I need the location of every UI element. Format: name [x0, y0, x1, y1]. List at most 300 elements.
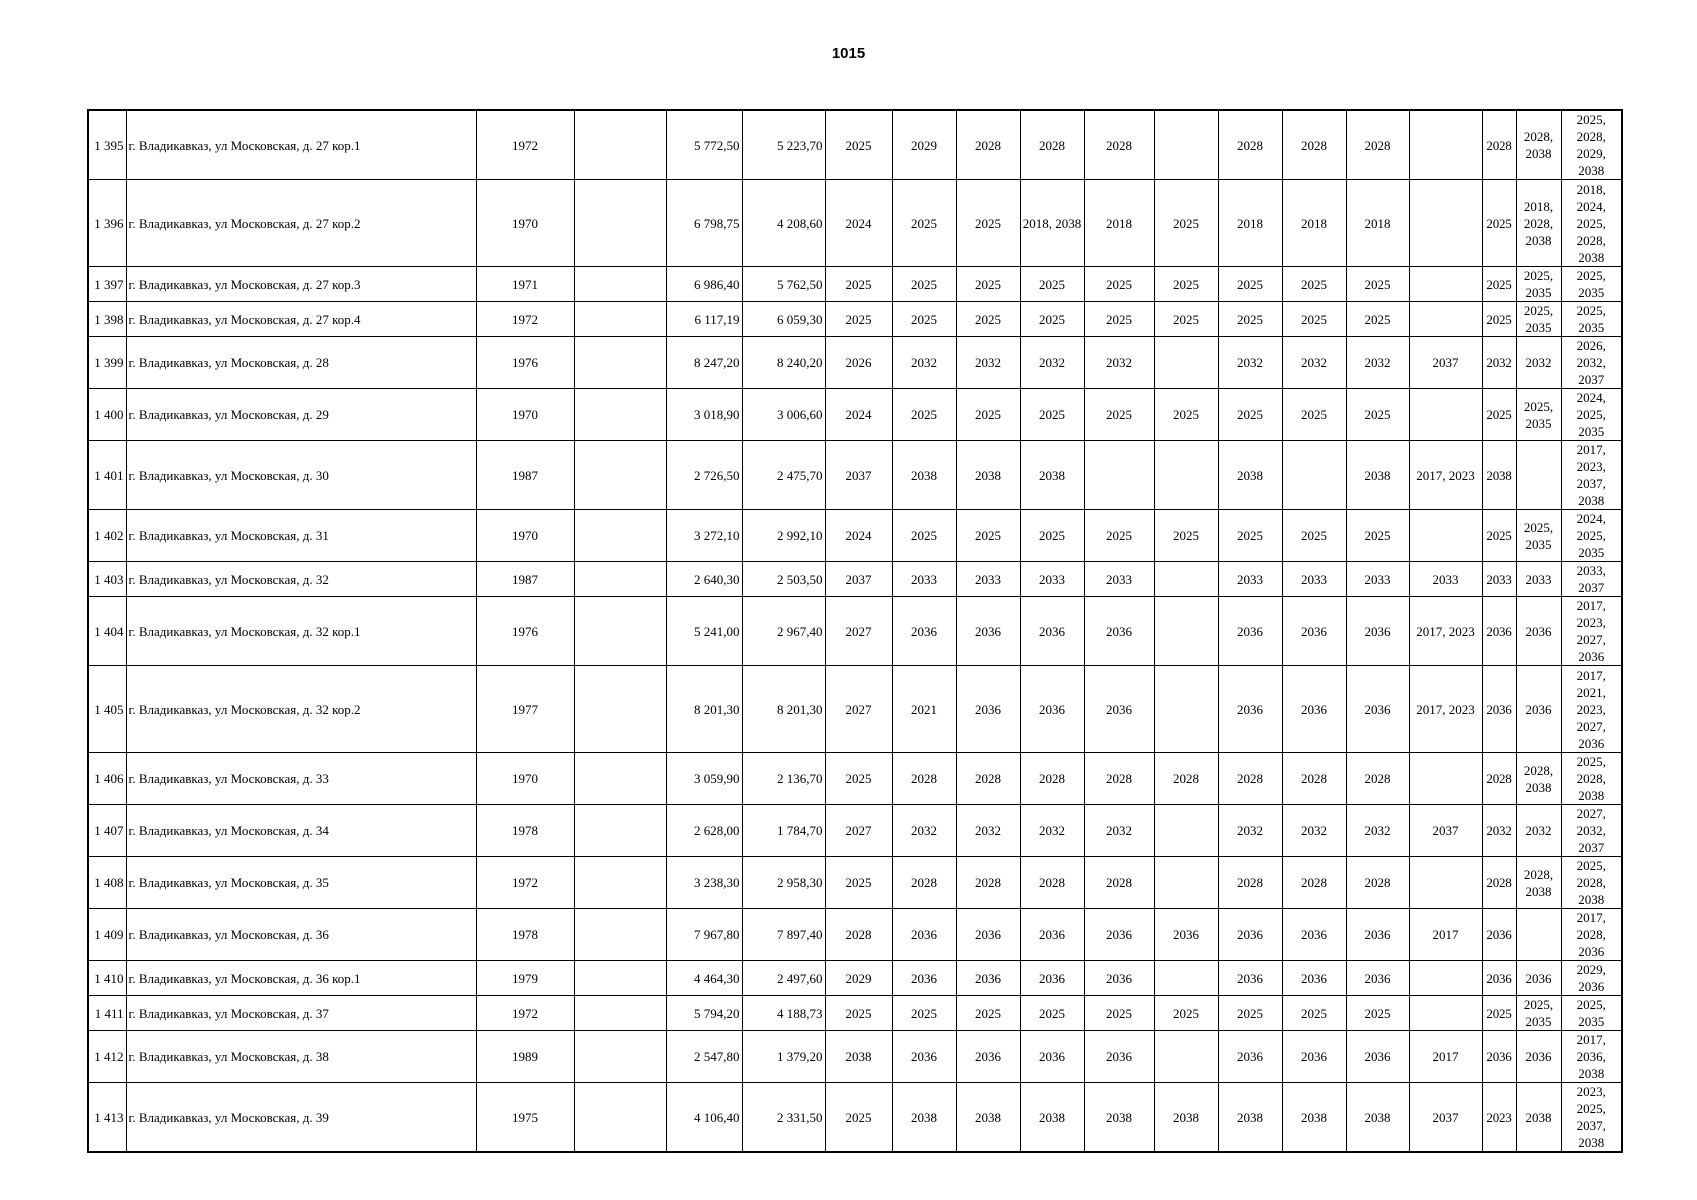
year-col-13: 2017, 2021, 2023, 2027, 2036 — [1561, 666, 1622, 753]
blank-cell — [574, 389, 666, 441]
year-col-7: 2028 — [1218, 857, 1282, 909]
year-col-6 — [1154, 597, 1218, 666]
year-col-2: 2036 — [892, 961, 956, 996]
area-total: 2 640,30 — [666, 562, 742, 597]
build-year: 1970 — [476, 510, 574, 562]
area-living: 4 208,60 — [742, 180, 825, 267]
year-col-5: 2028 — [1084, 857, 1154, 909]
blank-cell — [574, 110, 666, 180]
area-total: 6 798,75 — [666, 180, 742, 267]
blank-cell — [574, 267, 666, 302]
page-number: 1015 — [831, 45, 866, 62]
table-row — [88, 1083, 1622, 1153]
year-col-3: 2028 — [956, 110, 1020, 180]
year-col-13: 2029, 2036 — [1561, 961, 1622, 996]
year-col-8: 2028 — [1282, 110, 1346, 180]
year-col-3: 2032 — [956, 337, 1020, 389]
area-living: 2 967,40 — [742, 597, 825, 666]
address: г. Владикавказ, ул Московская, д. 29 — [126, 389, 476, 441]
year-col-6: 2038 — [1154, 1083, 1218, 1153]
year-col-8: 2036 — [1282, 1031, 1346, 1083]
year-col-4: 2036 — [1020, 961, 1084, 996]
blank-cell — [574, 597, 666, 666]
row-number: 1 404 — [88, 597, 126, 666]
area-living: 1 784,70 — [742, 805, 825, 857]
year-col-11: 2036 — [1482, 597, 1516, 666]
year-col-3: 2032 — [956, 805, 1020, 857]
table-row — [88, 857, 1622, 909]
year-col-9: 2032 — [1346, 337, 1409, 389]
year-col-4: 2038 — [1020, 1083, 1084, 1153]
area-total: 8 201,30 — [666, 666, 742, 753]
address: г. Владикавказ, ул Московская, д. 32 кор.1 — [126, 597, 476, 666]
year-col-6 — [1154, 1031, 1218, 1083]
year-col-8: 2036 — [1282, 597, 1346, 666]
year-col-4: 2028 — [1020, 857, 1084, 909]
year-col-7: 2028 — [1218, 110, 1282, 180]
year-col-3: 2028 — [956, 753, 1020, 805]
area-total: 2 547,80 — [666, 1031, 742, 1083]
row-number: 1 409 — [88, 909, 126, 961]
row-number: 1 412 — [88, 1031, 126, 1083]
area-living: 2 497,60 — [742, 961, 825, 996]
year-col-10 — [1409, 857, 1482, 909]
year-col-10: 2037 — [1409, 337, 1482, 389]
year-col-3: 2036 — [956, 909, 1020, 961]
blank-cell — [574, 666, 666, 753]
address: г. Владикавказ, ул Московская, д. 27 кор.2 — [126, 180, 476, 267]
year-col-11: 2025 — [1482, 510, 1516, 562]
year-col-5: 2036 — [1084, 909, 1154, 961]
year-col-7: 2032 — [1218, 805, 1282, 857]
year-col-4: 2025 — [1020, 389, 1084, 441]
year-col-5: 2032 — [1084, 337, 1154, 389]
year-col-2: 2025 — [892, 302, 956, 337]
area-total: 6 986,40 — [666, 267, 742, 302]
row-number: 1 406 — [88, 753, 126, 805]
year-col-2: 2025 — [892, 267, 956, 302]
year-col-8: 2036 — [1282, 909, 1346, 961]
year-col-1: 2025 — [825, 996, 892, 1031]
year-col-13: 2025, 2035 — [1561, 302, 1622, 337]
build-year: 1989 — [476, 1031, 574, 1083]
table-row — [88, 441, 1622, 510]
year-col-7: 2025 — [1218, 267, 1282, 302]
year-col-8: 2025 — [1282, 267, 1346, 302]
blank-cell — [574, 996, 666, 1031]
row-number: 1 395 — [88, 110, 126, 180]
row-number: 1 401 — [88, 441, 126, 510]
address: г. Владикавказ, ул Московская, д. 32 кор.2 — [126, 666, 476, 753]
year-col-6 — [1154, 441, 1218, 510]
area-total: 3 018,90 — [666, 389, 742, 441]
year-col-9: 2036 — [1346, 909, 1409, 961]
area-total: 3 272,10 — [666, 510, 742, 562]
year-col-10 — [1409, 302, 1482, 337]
year-col-7: 2025 — [1218, 302, 1282, 337]
area-living: 2 475,70 — [742, 441, 825, 510]
year-col-13: 2017, 2023, 2027, 2036 — [1561, 597, 1622, 666]
year-col-1: 2026 — [825, 337, 892, 389]
area-living: 5 762,50 — [742, 267, 825, 302]
area-living: 7 897,40 — [742, 909, 825, 961]
year-col-7: 2032 — [1218, 337, 1282, 389]
year-col-1: 2027 — [825, 805, 892, 857]
year-col-10 — [1409, 389, 1482, 441]
row-number: 1 407 — [88, 805, 126, 857]
build-year: 1976 — [476, 337, 574, 389]
year-col-2: 2033 — [892, 562, 956, 597]
year-col-11: 2025 — [1482, 267, 1516, 302]
year-col-1: 2025 — [825, 857, 892, 909]
blank-cell — [574, 805, 666, 857]
year-col-11: 2036 — [1482, 909, 1516, 961]
year-col-5: 2036 — [1084, 666, 1154, 753]
row-number: 1 405 — [88, 666, 126, 753]
year-col-11: 2025 — [1482, 389, 1516, 441]
year-col-13: 2025, 2035 — [1561, 267, 1622, 302]
year-col-1: 2024 — [825, 180, 892, 267]
year-col-4: 2028 — [1020, 753, 1084, 805]
year-col-11: 2025 — [1482, 180, 1516, 267]
address: г. Владикавказ, ул Московская, д. 27 кор.3 — [126, 267, 476, 302]
year-col-13: 2018, 2024, 2025, 2028, 2038 — [1561, 180, 1622, 267]
year-col-3: 2025 — [956, 510, 1020, 562]
blank-cell — [574, 753, 666, 805]
year-col-9: 2025 — [1346, 389, 1409, 441]
year-col-2: 2028 — [892, 857, 956, 909]
year-col-4: 2025 — [1020, 510, 1084, 562]
year-col-3: 2025 — [956, 180, 1020, 267]
row-number: 1 408 — [88, 857, 126, 909]
year-col-7: 2036 — [1218, 597, 1282, 666]
year-col-2: 2038 — [892, 1083, 956, 1153]
year-col-12: 2028, 2038 — [1516, 857, 1561, 909]
build-year: 1975 — [476, 1083, 574, 1153]
year-col-7: 2025 — [1218, 389, 1282, 441]
area-total: 4 106,40 — [666, 1083, 742, 1153]
year-col-5: 2025 — [1084, 510, 1154, 562]
table-row — [88, 389, 1622, 441]
year-col-6 — [1154, 857, 1218, 909]
build-year: 1970 — [476, 389, 574, 441]
year-col-7: 2036 — [1218, 961, 1282, 996]
year-col-12: 2025, 2035 — [1516, 267, 1561, 302]
year-col-2: 2036 — [892, 597, 956, 666]
year-col-12: 2025, 2035 — [1516, 996, 1561, 1031]
year-col-12: 2032 — [1516, 805, 1561, 857]
address: г. Владикавказ, ул Московская, д. 28 — [126, 337, 476, 389]
year-col-9: 2025 — [1346, 996, 1409, 1031]
year-col-2: 2036 — [892, 909, 956, 961]
row-number: 1 400 — [88, 389, 126, 441]
year-col-4: 2032 — [1020, 337, 1084, 389]
year-col-11: 2025 — [1482, 302, 1516, 337]
row-number: 1 402 — [88, 510, 126, 562]
row-number: 1 399 — [88, 337, 126, 389]
year-col-2: 2038 — [892, 441, 956, 510]
blank-cell — [574, 510, 666, 562]
year-col-6 — [1154, 961, 1218, 996]
table-row — [88, 562, 1622, 597]
year-col-5: 2036 — [1084, 597, 1154, 666]
address: г. Владикавказ, ул Московская, д. 32 — [126, 562, 476, 597]
year-col-4: 2028 — [1020, 110, 1084, 180]
year-col-7: 2036 — [1218, 909, 1282, 961]
area-total: 2 726,50 — [666, 441, 742, 510]
buildings-table — [87, 109, 1623, 1153]
year-col-11: 2028 — [1482, 110, 1516, 180]
year-col-3: 2036 — [956, 1031, 1020, 1083]
year-col-10 — [1409, 267, 1482, 302]
year-col-13: 2025, 2028, 2029, 2038 — [1561, 110, 1622, 180]
year-col-9: 2028 — [1346, 110, 1409, 180]
year-col-10 — [1409, 996, 1482, 1031]
year-col-1: 2029 — [825, 961, 892, 996]
address: г. Владикавказ, ул Московская, д. 38 — [126, 1031, 476, 1083]
blank-cell — [574, 1083, 666, 1153]
year-col-3: 2036 — [956, 597, 1020, 666]
year-col-1: 2038 — [825, 1031, 892, 1083]
year-col-13: 2024, 2025, 2035 — [1561, 510, 1622, 562]
area-living: 3 006,60 — [742, 389, 825, 441]
area-living: 2 136,70 — [742, 753, 825, 805]
year-col-8 — [1282, 441, 1346, 510]
year-col-6: 2028 — [1154, 753, 1218, 805]
year-col-6 — [1154, 562, 1218, 597]
table-row — [88, 1031, 1622, 1083]
year-col-12: 2036 — [1516, 666, 1561, 753]
build-year: 1972 — [476, 996, 574, 1031]
year-col-6 — [1154, 805, 1218, 857]
year-col-2: 2025 — [892, 389, 956, 441]
year-col-4: 2036 — [1020, 597, 1084, 666]
area-total: 4 464,30 — [666, 961, 742, 996]
year-col-8: 2036 — [1282, 666, 1346, 753]
year-col-13: 2023, 2025, 2037, 2038 — [1561, 1083, 1622, 1153]
build-year: 1972 — [476, 857, 574, 909]
year-col-4: 2018, 2038 — [1020, 180, 1084, 267]
year-col-6 — [1154, 337, 1218, 389]
address: г. Владикавказ, ул Московская, д. 31 — [126, 510, 476, 562]
year-col-9: 2033 — [1346, 562, 1409, 597]
area-total: 5 794,20 — [666, 996, 742, 1031]
area-total: 5 772,50 — [666, 110, 742, 180]
year-col-7: 2036 — [1218, 666, 1282, 753]
table-row — [88, 961, 1622, 996]
address: г. Владикавказ, ул Московская, д. 27 кор.4 — [126, 302, 476, 337]
year-col-6: 2025 — [1154, 389, 1218, 441]
year-col-2: 2021 — [892, 666, 956, 753]
year-col-6: 2025 — [1154, 267, 1218, 302]
year-col-9: 2028 — [1346, 753, 1409, 805]
year-col-12: 2036 — [1516, 597, 1561, 666]
year-col-10: 2017, 2023 — [1409, 441, 1482, 510]
year-col-4: 2025 — [1020, 996, 1084, 1031]
year-col-8: 2028 — [1282, 753, 1346, 805]
year-col-7: 2038 — [1218, 441, 1282, 510]
year-col-4: 2036 — [1020, 1031, 1084, 1083]
blank-cell — [574, 302, 666, 337]
table-row — [88, 753, 1622, 805]
blank-cell — [574, 562, 666, 597]
year-col-7: 2028 — [1218, 753, 1282, 805]
year-col-8: 2025 — [1282, 302, 1346, 337]
year-col-1: 2025 — [825, 753, 892, 805]
area-living: 4 188,73 — [742, 996, 825, 1031]
year-col-11: 2028 — [1482, 857, 1516, 909]
year-col-9: 2038 — [1346, 1083, 1409, 1153]
year-col-12: 2036 — [1516, 1031, 1561, 1083]
year-col-11: 2028 — [1482, 753, 1516, 805]
year-col-6: 2025 — [1154, 996, 1218, 1031]
area-living: 6 059,30 — [742, 302, 825, 337]
area-total: 3 238,30 — [666, 857, 742, 909]
year-col-10: 2037 — [1409, 1083, 1482, 1153]
year-col-9: 2028 — [1346, 857, 1409, 909]
year-col-8: 2025 — [1282, 996, 1346, 1031]
year-col-8: 2038 — [1282, 1083, 1346, 1153]
year-col-5: 2036 — [1084, 961, 1154, 996]
row-number: 1 398 — [88, 302, 126, 337]
build-year: 1987 — [476, 441, 574, 510]
year-col-9: 2025 — [1346, 302, 1409, 337]
area-total: 8 247,20 — [666, 337, 742, 389]
year-col-12: 2025, 2035 — [1516, 302, 1561, 337]
area-total: 2 628,00 — [666, 805, 742, 857]
build-year: 1979 — [476, 961, 574, 996]
year-col-11: 2032 — [1482, 337, 1516, 389]
year-col-5: 2025 — [1084, 389, 1154, 441]
blank-cell — [574, 961, 666, 996]
year-col-13: 2024, 2025, 2035 — [1561, 389, 1622, 441]
address: г. Владикавказ, ул Московская, д. 35 — [126, 857, 476, 909]
build-year: 1978 — [476, 909, 574, 961]
year-col-5: 2025 — [1084, 302, 1154, 337]
year-col-3: 2025 — [956, 389, 1020, 441]
year-col-5: 2025 — [1084, 996, 1154, 1031]
area-living: 2 992,10 — [742, 510, 825, 562]
address: г. Владикавказ, ул Московская, д. 37 — [126, 996, 476, 1031]
year-col-13: 2025, 2028, 2038 — [1561, 857, 1622, 909]
table-row — [88, 996, 1622, 1031]
year-col-8: 2025 — [1282, 389, 1346, 441]
year-col-10 — [1409, 510, 1482, 562]
year-col-12: 2032 — [1516, 337, 1561, 389]
year-col-4: 2033 — [1020, 562, 1084, 597]
build-year: 1972 — [476, 110, 574, 180]
year-col-2: 2036 — [892, 1031, 956, 1083]
area-living: 8 201,30 — [742, 666, 825, 753]
year-col-8: 2028 — [1282, 857, 1346, 909]
year-col-9: 2036 — [1346, 961, 1409, 996]
year-col-3: 2033 — [956, 562, 1020, 597]
year-col-3: 2038 — [956, 441, 1020, 510]
year-col-13: 2025, 2028, 2038 — [1561, 753, 1622, 805]
year-col-3: 2025 — [956, 267, 1020, 302]
year-col-10: 2033 — [1409, 562, 1482, 597]
year-col-12: 2028, 2038 — [1516, 753, 1561, 805]
year-col-9: 2025 — [1346, 267, 1409, 302]
year-col-1: 2037 — [825, 562, 892, 597]
build-year: 1987 — [476, 562, 574, 597]
year-col-10 — [1409, 180, 1482, 267]
year-col-4: 2025 — [1020, 302, 1084, 337]
year-col-10: 2037 — [1409, 805, 1482, 857]
row-number: 1 413 — [88, 1083, 126, 1153]
table-row — [88, 337, 1622, 389]
address: г. Владикавказ, ул Московская, д. 30 — [126, 441, 476, 510]
year-col-2: 2025 — [892, 180, 956, 267]
year-col-2: 2025 — [892, 510, 956, 562]
year-col-1: 2037 — [825, 441, 892, 510]
year-col-1: 2025 — [825, 302, 892, 337]
address: г. Владикавказ, ул Московская, д. 36 кор.1 — [126, 961, 476, 996]
table-row — [88, 666, 1622, 753]
year-col-11: 2025 — [1482, 996, 1516, 1031]
blank-cell — [574, 857, 666, 909]
build-year: 1970 — [476, 753, 574, 805]
year-col-8: 2036 — [1282, 961, 1346, 996]
area-living: 2 331,50 — [742, 1083, 825, 1153]
table-row — [88, 110, 1622, 180]
year-col-12: 2033 — [1516, 562, 1561, 597]
year-col-8: 2033 — [1282, 562, 1346, 597]
year-col-13: 2017, 2023, 2037, 2038 — [1561, 441, 1622, 510]
table-row — [88, 267, 1622, 302]
year-col-8: 2018 — [1282, 180, 1346, 267]
build-year: 1976 — [476, 597, 574, 666]
table-row — [88, 302, 1622, 337]
year-col-1: 2027 — [825, 597, 892, 666]
year-col-5: 2036 — [1084, 1031, 1154, 1083]
year-col-9: 2032 — [1346, 805, 1409, 857]
year-col-12: 2018, 2028, 2038 — [1516, 180, 1561, 267]
year-col-4: 2038 — [1020, 441, 1084, 510]
year-col-6 — [1154, 666, 1218, 753]
build-year: 1972 — [476, 302, 574, 337]
year-col-1: 2027 — [825, 666, 892, 753]
year-col-10: 2017, 2023 — [1409, 597, 1482, 666]
year-col-7: 2025 — [1218, 510, 1282, 562]
year-col-11: 2036 — [1482, 666, 1516, 753]
year-col-1: 2024 — [825, 510, 892, 562]
year-col-13: 2033, 2037 — [1561, 562, 1622, 597]
build-year: 1978 — [476, 805, 574, 857]
year-col-1: 2025 — [825, 110, 892, 180]
table-row — [88, 510, 1622, 562]
year-col-8: 2032 — [1282, 337, 1346, 389]
year-col-6: 2036 — [1154, 909, 1218, 961]
year-col-2: 2028 — [892, 753, 956, 805]
year-col-5: 2025 — [1084, 267, 1154, 302]
year-col-7: 2033 — [1218, 562, 1282, 597]
year-col-12 — [1516, 441, 1561, 510]
year-col-5: 2028 — [1084, 110, 1154, 180]
area-living: 5 223,70 — [742, 110, 825, 180]
area-living: 2 958,30 — [742, 857, 825, 909]
year-col-2: 2032 — [892, 805, 956, 857]
year-col-6 — [1154, 110, 1218, 180]
year-col-9: 2038 — [1346, 441, 1409, 510]
year-col-7: 2036 — [1218, 1031, 1282, 1083]
year-col-1: 2024 — [825, 389, 892, 441]
year-col-8: 2025 — [1282, 510, 1346, 562]
area-living: 2 503,50 — [742, 562, 825, 597]
year-col-6: 2025 — [1154, 180, 1218, 267]
year-col-4: 2032 — [1020, 805, 1084, 857]
year-col-2: 2032 — [892, 337, 956, 389]
